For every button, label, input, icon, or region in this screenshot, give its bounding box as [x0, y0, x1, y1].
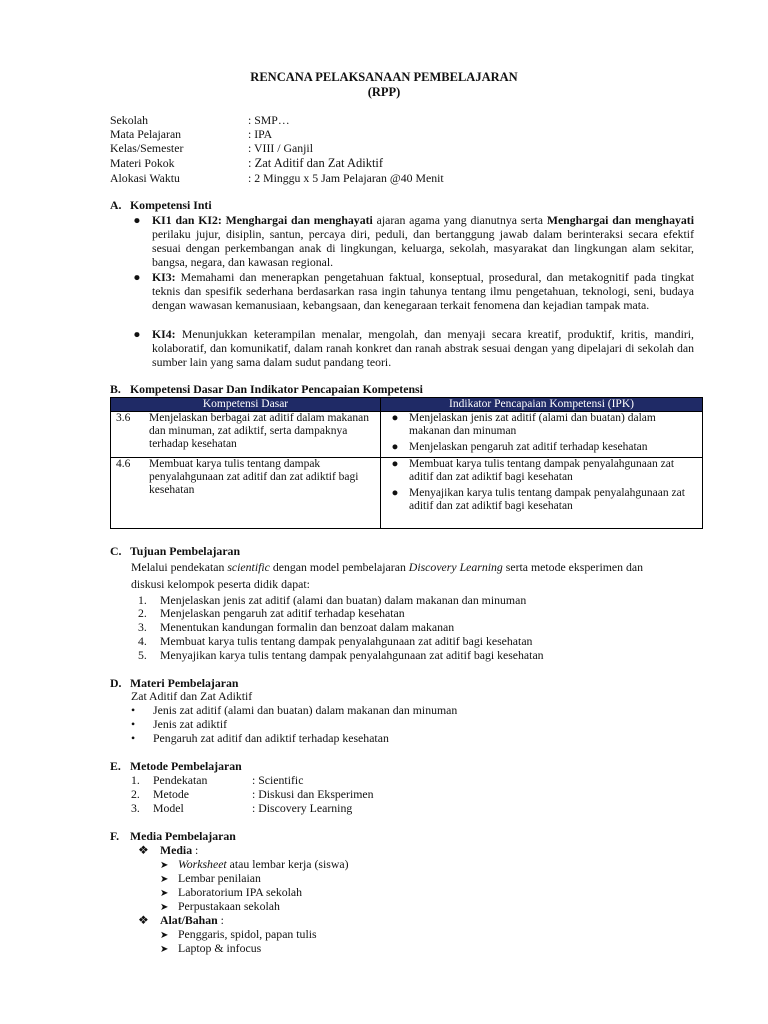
list-key: Metode [153, 787, 190, 801]
ki3-paragraph [152, 270, 694, 312]
meta-label: Alokasi Waktu [110, 171, 180, 185]
ipk-item: Menjelaskan pengaruh zat aditif terhadap kesehatan [409, 441, 648, 453]
bullet-icon: • [131, 703, 136, 717]
meta-label: Mata Pelajaran [110, 127, 182, 141]
bullet-icon: • [131, 731, 136, 745]
diamond-icon: ❖ [138, 913, 149, 927]
list-text: Jenis zat aditif (alami dan buatan) dalam makanan dan minuman [153, 703, 458, 717]
list-text: Menjelaskan jenis zat aditif (alami dan buatan) dalam makanan dan minuman [160, 593, 527, 607]
intro-text: serta metode eksperimen dan [502, 560, 644, 574]
kd-number: 3.6 [116, 412, 131, 424]
list-number: 3. [138, 620, 147, 634]
ipk-item: Membuat karya tulis tentang dampak penyalahgunaan zat aditif dan zat adiktif bagi kesehatan [409, 458, 675, 483]
arrow-icon: ➤ [160, 860, 169, 871]
ki1-text: ajaran agama yang dianutnya serta [372, 213, 547, 227]
list-text: Jenis zat adiktif [153, 717, 228, 731]
ki3-text: Memahami dan menerapkan pengetahuan faktual, konseptual, prosedural, dan metakognitif pada tingkat teknis dan spesifik sederhana berdasarkan rasa ingin tahunya tentang ilmu pengetahuan, teknologi, seni, budaya dengan wawasan kemanusiaan, kebangsaan, dan kenegaraan terkait fenomena dan kejadian tampak mata. [152, 270, 694, 312]
kd-ipk-table [110, 397, 703, 529]
kd-cell [111, 412, 381, 458]
materi-subtitle: Zat Aditif dan Zat Adiktif [131, 689, 253, 703]
list-item [131, 773, 303, 787]
list-text: Menjelaskan pengaruh zat aditif terhadap kesehatan [160, 606, 405, 620]
section-a-heading [110, 198, 212, 212]
list-number: 1. [131, 773, 140, 787]
kd-text: Menjelaskan berbagai zat aditif dalam makanan dan minuman, zat adiktif, serta dampaknya terhadap kesehatan [149, 412, 369, 450]
meta-alokasi [110, 171, 670, 185]
meta-value: : IPA [248, 127, 273, 141]
meta-label: Sekolah [110, 113, 149, 127]
ki1-label: KI1 dan KI2: Menghargai dan menghayati [152, 213, 373, 227]
table-row [111, 458, 703, 529]
section-number: F. [110, 829, 120, 843]
tujuan-intro-cont: diskusi kelompok peserta didik dapat: [131, 577, 310, 591]
section-c-heading [110, 544, 240, 558]
section-title: Kompetensi Inti [130, 198, 212, 212]
section-number: D. [110, 676, 122, 690]
ki1-paragraph [152, 213, 694, 269]
list-number: 1. [138, 593, 147, 607]
list-text: atau lembar kerja (siswa) [226, 857, 349, 871]
intro-emphasis: scientific [227, 560, 270, 574]
list-item [131, 717, 227, 731]
doc-subtitle: (RPP) [367, 85, 401, 99]
list-number: 2. [138, 606, 147, 620]
list-text: Membuat karya tulis tentang dampak penyalahgunaan zat aditif bagi kesehatan [160, 634, 533, 648]
bullet-icon: ● [391, 458, 399, 470]
meta-materi [110, 156, 670, 170]
list-value: : Discovery Learning [252, 801, 353, 815]
list-number: 3. [131, 801, 140, 815]
bullet-icon: ● [133, 270, 141, 284]
bullet-icon: ● [133, 327, 141, 341]
meta-kelas [110, 141, 670, 155]
list-item [138, 620, 454, 634]
list-text: Lembar penilaian [178, 871, 261, 885]
section-b-heading [110, 382, 423, 396]
media-heading [138, 843, 198, 857]
list-text: Laboratorium IPA sekolah [178, 885, 303, 899]
list-text: Pengaruh zat aditif dan adiktif terhadap kesehatan [153, 731, 389, 745]
list-item [160, 941, 261, 957]
list-value: : Diskusi dan Eksperimen [252, 787, 374, 801]
ipk-cell [381, 412, 703, 458]
section-title: Materi Pembelajaran [130, 676, 239, 690]
meta-sekolah [110, 113, 670, 127]
colon: : [217, 913, 224, 927]
meta-label: Materi Pokok [110, 156, 175, 170]
section-number: C. [110, 544, 122, 558]
ki4-text: Menunjukkan keterampilan menalar, mengolah, dan menyaji secara kreatif, produktif, kritis, mandiri, kolaboratif, dan komunikatif, dalam ranah konkret dan ranah abstrak sesuai dengan yang dipelajari di sekolah dan sumber lain yang sama dalam sudut pandang teori. [152, 327, 694, 369]
section-f-heading [110, 829, 236, 843]
colon: : [192, 843, 199, 857]
section-title: Media Pembelajaran [130, 829, 236, 843]
list-item [131, 787, 374, 801]
list-value: : Scientific [252, 773, 304, 787]
list-item [131, 731, 389, 745]
tujuan-intro [131, 560, 694, 574]
list-key: Pendekatan [153, 773, 208, 787]
bullet-icon: ● [391, 487, 399, 499]
section-number: E. [110, 759, 121, 773]
list-item [138, 606, 405, 620]
list-number: 5. [138, 648, 147, 662]
section-number: B. [110, 382, 121, 396]
arrow-icon: ➤ [160, 902, 169, 913]
meta-label: Kelas/Semester [110, 141, 184, 155]
bullet-icon: ● [391, 441, 399, 453]
arrow-icon: ➤ [160, 874, 169, 885]
section-title: Kompetensi Dasar Dan Indikator Pencapaian Kompetensi [130, 382, 423, 396]
ki4-label: KI4: [152, 327, 176, 341]
meta-value: : VIII / Ganjil [248, 141, 313, 155]
list-text: Penggaris, spidol, papan tulis [178, 927, 317, 941]
section-d-heading [110, 676, 238, 690]
bullet-icon: ● [133, 213, 141, 227]
list-text: Perpustakaan sekolah [178, 899, 280, 913]
kd-cell [111, 458, 381, 529]
list-emphasis: Worksheet [178, 857, 227, 871]
bullet-icon: • [131, 717, 136, 731]
section-title: Metode Pembelajaran [130, 759, 242, 773]
ipk-cell [381, 458, 703, 529]
meta-value: : 2 Minggu x 5 Jam Pelajaran @40 Menit [248, 171, 444, 185]
table-header [111, 398, 703, 412]
list-text: Menentukan kandungan formalin dan benzoat dalam makanan [160, 620, 455, 634]
meta-value: : Zat Aditif dan Zat Adiktif [248, 156, 384, 170]
ki3-label: KI3: [152, 270, 176, 284]
ki1-text-cont: perilaku jujur, disiplin, santun, percaya diri, peduli, dan bertanggung jawab dalam berinteraksi secara efektif sesuai dengan perkembangan anak di lingkungan, keluarga, sekolah, masyarakat dan lingkungan alam sekitar, bangsa, negara, dan kawasan regional. [152, 227, 694, 269]
list-item [138, 593, 526, 607]
section-number: A. [110, 198, 122, 212]
media-label: Media [160, 843, 193, 857]
bullet-icon: ● [391, 412, 399, 424]
doc-title: RENCANA PELAKSANAAN PEMBELAJARAN [250, 70, 518, 84]
intro-text: Melalui pendekatan [131, 560, 228, 574]
header-ipk: Indikator Pencapaian Kompetensi (IPK) [381, 398, 703, 412]
list-key: Model [153, 801, 184, 815]
list-number: 4. [138, 634, 147, 648]
diamond-icon: ❖ [138, 843, 149, 857]
meta-value: : SMP… [248, 113, 290, 127]
ipk-item: Menjelaskan jenis zat aditif (alami dan buatan) dalam makanan dan minuman [409, 412, 656, 437]
arrow-icon: ➤ [160, 888, 169, 899]
list-item [131, 703, 457, 717]
list-text: Menyajikan karya tulis tentang dampak penyalahgunaan zat aditif bagi kesehatan [160, 648, 544, 662]
ipk-item: Menyajikan karya tulis tentang dampak penyalahgunaan zat aditif dan zat adiktif bagi kesehatan [409, 487, 685, 512]
list-number: 2. [131, 787, 140, 801]
ki1-emphasis: Menghargai dan menghayati [546, 213, 694, 227]
alat-heading [138, 913, 224, 927]
arrow-icon: ➤ [160, 930, 169, 941]
header-kd: Kompetensi Dasar [111, 398, 381, 412]
alat-label: Alat/Bahan [160, 913, 218, 927]
meta-mapel [110, 127, 670, 141]
intro-emphasis: Discovery Learning [408, 560, 503, 574]
section-title: Tujuan Pembelajaran [130, 544, 241, 558]
arrow-icon: ➤ [160, 944, 169, 955]
list-item [138, 648, 544, 662]
kd-text: Membuat karya tulis tentang dampak penyalahgunaan zat aditif dan zat adiktif bagi kesehatan [149, 458, 359, 496]
section-e-heading [110, 759, 242, 773]
kd-number: 4.6 [116, 458, 131, 470]
intro-text: dengan model pembelajaran [269, 560, 409, 574]
list-item [131, 801, 352, 815]
list-item [138, 634, 532, 648]
list-text: Laptop & infocus [178, 941, 262, 955]
table-row [111, 412, 703, 458]
ki4-paragraph [152, 327, 694, 369]
